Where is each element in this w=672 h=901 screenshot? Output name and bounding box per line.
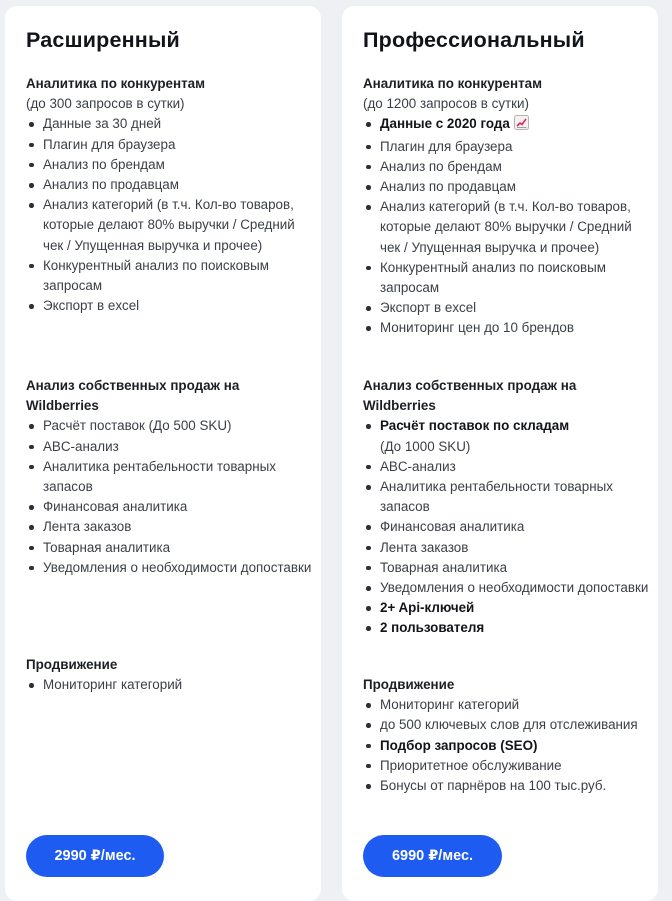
feature-item [26,195,313,256]
feature-text: ABC-анализ [43,438,119,454]
feature-text: Экспорт в excel [43,298,140,314]
feature-text: Плагин для браузера [380,138,513,154]
feature-text: Лента заказов [43,519,132,535]
feature-item [363,416,653,456]
feature-text: Аналитика рентабельности товарных запасов [380,479,613,515]
feature-list [26,416,316,578]
plan-card-professional [342,6,658,901]
feature-item [363,558,653,578]
feature-item [26,437,316,457]
feature-text: Расчёт поставок (До 500 SKU) [43,418,232,434]
feature-text: Мониторинг категорий [43,677,183,693]
feature-text: Бонусы от парнёров на 100 тыс.руб. [380,778,607,794]
feature-list [363,416,653,638]
subscribe-price-button[interactable]: 6990 ₽/мес. [363,835,502,877]
feature-text: Мониторинг категорий [380,697,520,713]
feature-text: ABC-анализ [380,458,456,474]
feature-item [26,175,313,195]
feature-item [363,157,650,177]
section-title: Анализ собственных продаж на Wildberries [363,378,577,414]
feature-text: Товарная аналитика [380,559,508,575]
feature-item [26,675,313,695]
feature-text: Анализ по брендам [43,156,165,172]
section-promotion [363,675,650,796]
feature-text: Финансовая аналитика [43,499,188,515]
feature-text: Расчёт поставок по складам [380,418,570,434]
feature-item [363,298,650,318]
feature-item [363,318,650,338]
feature-item [363,258,650,298]
feature-item [26,416,316,436]
feature-text: до 500 ключевых слов для отслеживания [380,717,638,733]
feature-text: Приоритетное обслуживание [380,757,562,773]
plan-title: Профессиональный [363,28,585,52]
section-own-sales [363,376,649,639]
feature-text: 2 пользователя [380,620,485,636]
feature-text: Подбор запросов (SEO) [380,737,538,753]
feature-subnote: (До 1000 SKU) [380,438,471,454]
feature-text: Анализ категорий (в т.ч. Кол-во товаров, которые делают 80% выручки / Средний чек / Упущенная выручка и прочее) [43,197,295,253]
section-competitor-analytics [363,74,650,339]
subscribe-price-button[interactable]: 2990 ₽/мес. [26,835,164,877]
feature-item [26,497,316,517]
section-note: (до 1200 запросов в сутки) [363,96,529,112]
feature-item [26,114,313,134]
feature-item [26,296,313,316]
plan-title: Расширенный [26,28,180,52]
feature-text: Лента заказов [380,539,469,555]
feature-list [363,695,650,796]
feature-item [363,598,653,618]
feature-item [363,618,653,638]
feature-item [363,114,650,136]
feature-text: Данные с 2020 года [380,116,510,132]
feature-text: Товарная аналитика [43,539,171,555]
feature-text: Финансовая аналитика [380,519,525,535]
feature-text: Анализ по продавцам [380,179,516,195]
feature-item [26,558,316,578]
chart-increasing-icon [514,115,529,136]
feature-text: Анализ по брендам [380,158,502,174]
feature-text: Экспорт в excel [380,300,477,316]
feature-text: 2+ Api-ключей [380,600,475,616]
feature-item [26,457,316,497]
feature-text: Конкурентный анализ по поисковым запросам [43,257,269,294]
feature-text: Плагин для браузера [43,136,176,152]
feature-list [26,675,313,695]
section-title: Аналитика по конкурентам [26,76,205,91]
feature-item [363,538,653,558]
feature-text: Конкурентный анализ по поисковым запросам [380,259,606,296]
feature-text: Данные за 30 дней [43,116,162,132]
section-competitor-analytics [26,74,313,316]
plan-card-extended [5,6,321,901]
feature-item [26,517,316,537]
feature-item [363,736,650,756]
feature-text: Мониторинг цен до 10 брендов [380,320,574,336]
feature-text: Уведомления о необходимости допоставки [43,559,312,575]
section-title: Продвижение [363,677,455,692]
feature-text: Анализ по продавцам [43,177,179,193]
feature-item [363,137,650,157]
feature-text: Аналитика рентабельности товарных запасов [43,458,276,495]
feature-list [363,114,650,338]
feature-text: Уведомления о необходимости допоставки [380,580,649,596]
feature-item [26,135,313,155]
feature-item [363,177,650,197]
feature-item [26,538,316,558]
feature-item [363,715,650,735]
feature-item [363,457,653,477]
feature-text: Анализ категорий (в т.ч. Кол-во товаров, которые делают 80% выручки / Средний чек / Упущенная выручка и прочее) [380,199,632,255]
section-note: (до 300 запросов в сутки) [26,96,185,112]
feature-list [26,114,313,316]
feature-item [363,578,653,598]
feature-item [363,756,650,776]
feature-item [26,256,313,296]
feature-item [26,155,313,175]
feature-item [363,197,650,258]
feature-item [363,517,653,537]
section-title: Аналитика по конкурентам [363,76,542,91]
feature-item [363,776,650,796]
feature-item [363,477,653,517]
section-own-sales [26,376,312,578]
section-promotion [26,655,313,695]
section-title: Продвижение [26,657,118,672]
section-title: Анализ собственных продаж на Wildberries [26,378,240,414]
feature-item [363,695,650,715]
